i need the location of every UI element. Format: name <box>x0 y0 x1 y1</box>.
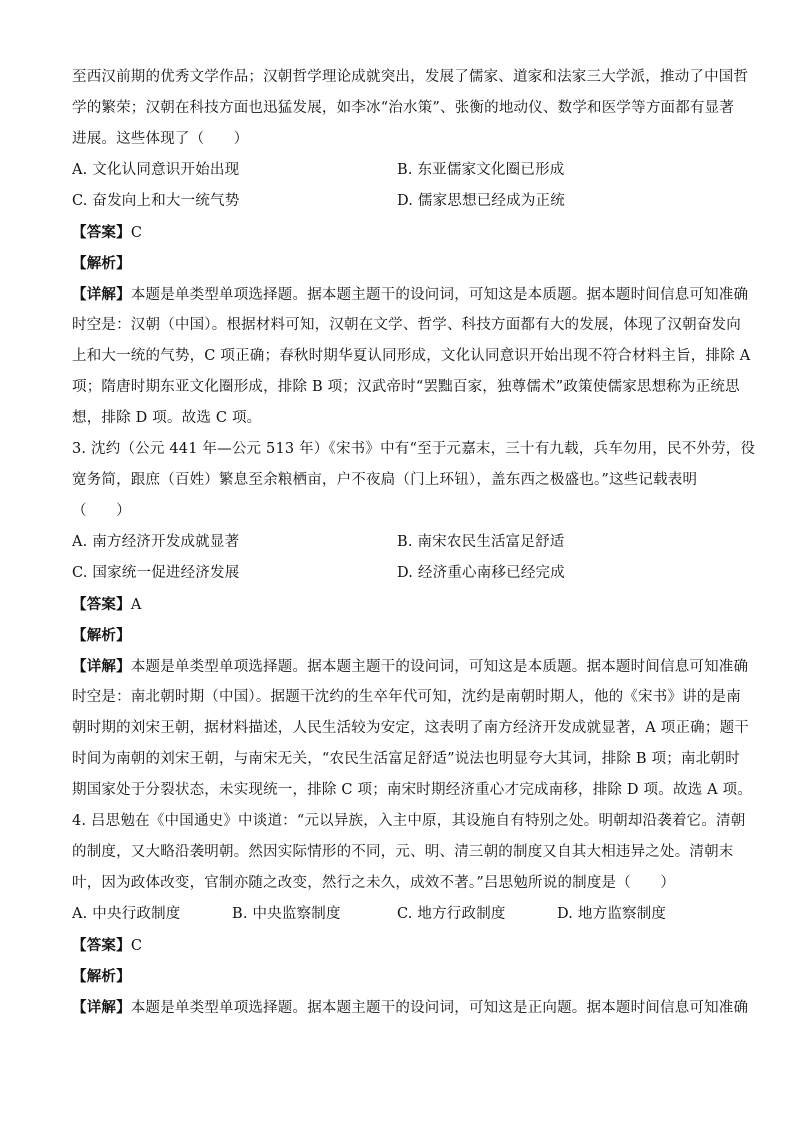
answer-line: 【答案】C <box>72 224 143 241</box>
question-stem-line: 的制度，又大略沿袭明朝。然因实际情形的不同，元、明、清三朝的制度又自其大相违异之处。清朝末 <box>72 844 734 860</box>
option-d: D. 儒家思想已经成为正统 <box>397 193 565 209</box>
question-stem-line: 4. 吕思勉在《中国通史》中谈道：“元以异族，入主中原，其设施自有特别之处。明朝却沿袭着它。清朝 <box>72 813 746 829</box>
option-c: C. 国家统一促进经济发展 <box>72 565 240 581</box>
detail-line: 朝时期的刘宋王朝，据材料描述，人民生活较为安定，这表明了南方经济开发成就显著，A 项正确；题干 <box>72 720 749 736</box>
options-row <box>72 155 724 186</box>
option-b: B. 中央监察制度 <box>232 906 341 922</box>
question-4 <box>72 806 749 1023</box>
options-row <box>72 558 724 589</box>
analysis-label: 【解析】 <box>72 255 131 272</box>
options-row <box>72 527 724 558</box>
document-page <box>72 62 756 1023</box>
question-stem-line: 3. 沈约（公元 441 年—公元 513 年）《宋书》中有“至于元嘉末，三十有九载，兵车勿用，民不外劳，役 <box>72 441 756 457</box>
detail-line: 时空是：南北朝时期（中国）。据题干沈约的生卒年代可知，沈约是南朝时期人，他的《宋书》讲的是南 <box>72 689 741 705</box>
question-stem-line: 至西汉前期的优秀文学作品；汉朝哲学理论成就突出，发展了儒家、道家和法家三大学派，推动了中国哲 <box>72 69 749 85</box>
detail-line: 想，排除 D 项。故选 C 项。 <box>72 410 262 426</box>
question-3 <box>72 434 756 806</box>
options-row <box>72 899 724 930</box>
option-d: D. 地方监察制度 <box>557 906 667 922</box>
detail-line: 项；隋唐时期东亚文化圈形成，排除 B 项；汉武帝时“罢黜百家，独尊儒术”政策使儒家思想称为正统思 <box>72 379 740 395</box>
option-c: C. 地方行政制度 <box>397 906 506 922</box>
question-2 <box>72 62 751 434</box>
options-row <box>72 186 724 217</box>
analysis-label: 【解析】 <box>72 968 131 985</box>
option-b: B. 南宋农民生活富足舒适 <box>397 534 565 550</box>
option-b: B. 东亚儒家文化圈已形成 <box>397 162 565 178</box>
answer-line: 【答案】C <box>72 937 143 954</box>
question-stem-line: 叶，因为政体改变，官制亦随之改变，然行之未久，成效不著。”吕思勉所说的制度是（ ） <box>72 875 676 891</box>
question-stem-line: 学的繁荣；汉朝在科技方面也迅猛发展，如李冰“治水策”、张衡的地动仪、数学和医学等方面都有显著 <box>72 100 735 116</box>
analysis-label: 【解析】 <box>72 627 131 644</box>
question-stem-line: 进展。这些体现了（ ） <box>72 131 249 147</box>
detail-line: 【详解】本题是单类型单项选择题。据本题主题干的设问词，可知这是本质题。据本题时间信息可知准确 <box>72 658 749 675</box>
question-stem-line: 宽务简，跟庶（百姓）繁息至余粮栖亩，户不夜扃（门上环钮），盖东西之极盛也。”这些记载表明 <box>72 472 698 488</box>
detail-line: 时间为南朝的刘宋王朝，与南宋无关，“农民生活富足舒适”说法也明显夸大其词，排除 B 项；南北朝时 <box>72 751 740 767</box>
option-a: A. 中央行政制度 <box>72 906 181 922</box>
option-a: A. 文化认同意识开始出现 <box>72 162 240 178</box>
option-d: D. 经济重心南移已经完成 <box>397 565 565 581</box>
detail-line: 上和大一统的气势，C 项正确；春秋时期华夏认同形成，文化认同意识开始出现不符合材料主旨，排除 A <box>72 348 751 364</box>
answer-line: 【答案】A <box>72 596 142 613</box>
question-stem-line: （ ） <box>72 503 131 519</box>
option-a: A. 南方经济开发成就显著 <box>72 534 240 550</box>
detail-line: 【详解】本题是单类型单项选择题。据本题主题干的设问词，可知这是正向题。据本题时间信息可知准确 <box>72 999 749 1016</box>
detail-line: 【详解】本题是单类型单项选择题。据本题主题干的设问词，可知这是本质题。据本题时间信息可知准确 <box>72 286 749 303</box>
detail-line: 期国家处于分裂状态，未实现统一，排除 C 项；南宋时期经济重心才完成南移，排除 D 项。故选 A 项。 <box>72 782 753 798</box>
option-c: C. 奋发向上和大一统气势 <box>72 193 240 209</box>
detail-line: 时空是：汉朝（中国）。根据材料可知，汉朝在文学、哲学、科技方面都有大的发展，体现了汉朝奋发向 <box>72 317 741 333</box>
